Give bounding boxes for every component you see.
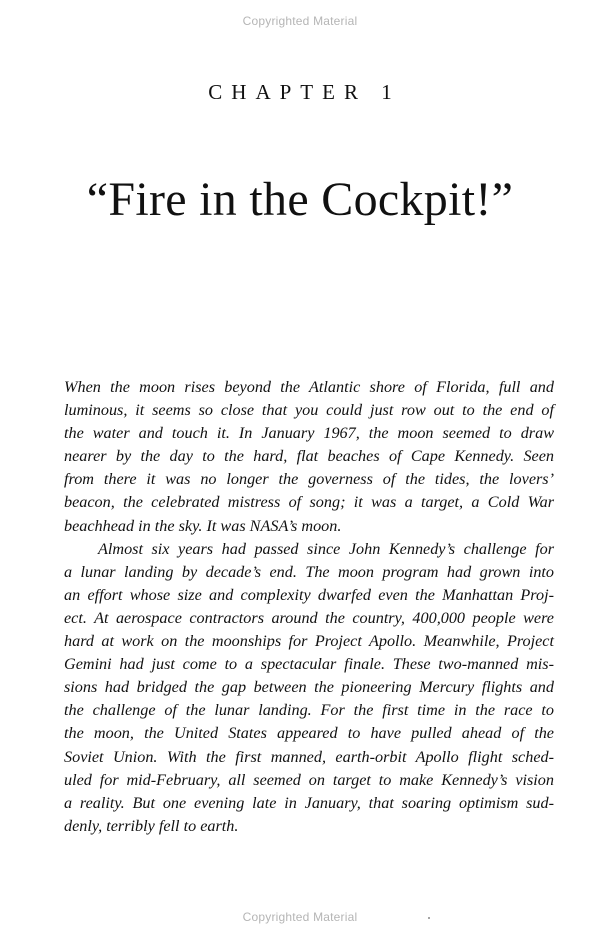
paragraph-1 [64,376,554,538]
text-line: beacon, the celebrated mistress of song; it was a target, a Cold War [64,493,554,512]
text-line: ect. At aerospace contractors around the country, 400,000 people were [64,608,554,627]
copyright-watermark-bottom: Copyrighted Material [242,910,358,924]
text-line: a reality. But one evening late in January, that soaring optimism sud- [64,793,554,812]
text-line: the challenge of the lunar landing. For the first time in the race to [64,701,554,720]
text-line: a lunar landing by decade’s end. The moon program had grown into [64,562,554,581]
text-line: uled for mid-February, all seemed on target to make Kennedy’s vision [64,770,554,789]
chapter-title: “Fire in the Cockpit!” [86,173,514,226]
text-line: denly, terribly fell to earth. [64,816,239,835]
text-line: the water and touch it. In January 1967, the moon seemed to draw [64,424,554,443]
text-line: When the moon rises beyond the Atlantic shore of Florida, full and [64,378,554,396]
copyright-watermark-top: Copyrighted Material [242,14,358,28]
text-line: from there it was no longer the governess of the tides, the lovers’ [64,470,554,489]
text-line: an effort whose size and complexity dwarfed even the Manhattan Proj- [64,585,554,604]
text-line: nearer by the day to the hard, flat beaches of Cape Kennedy. Seen [64,447,554,466]
text-line: the moon, the United States appeared to have pulled ahead of the [64,724,554,743]
paragraph-2 [64,538,554,838]
chapter-label: CHAPTER 1 [208,80,401,104]
text-line: hard at work on the moonships for Project Apollo. Meanwhile, Project [64,632,554,651]
text-line: luminous, it seems so close that you could just row out to the end of [64,401,554,420]
text-line: Almost six years had passed since John Kennedy’s challenge for [98,539,554,558]
body-text [64,376,554,838]
text-line: beachhead in the sky. It was NASA’s moon. [64,516,342,535]
text-line: Soviet Union. With the first manned, earth-orbit Apollo flight sched- [64,747,554,766]
text-line: sions had bridged the gap between the pioneering Mercury flights and [64,678,554,697]
text-line: Gemini had just come to a spectacular finale. These two-manned mis- [64,655,554,674]
